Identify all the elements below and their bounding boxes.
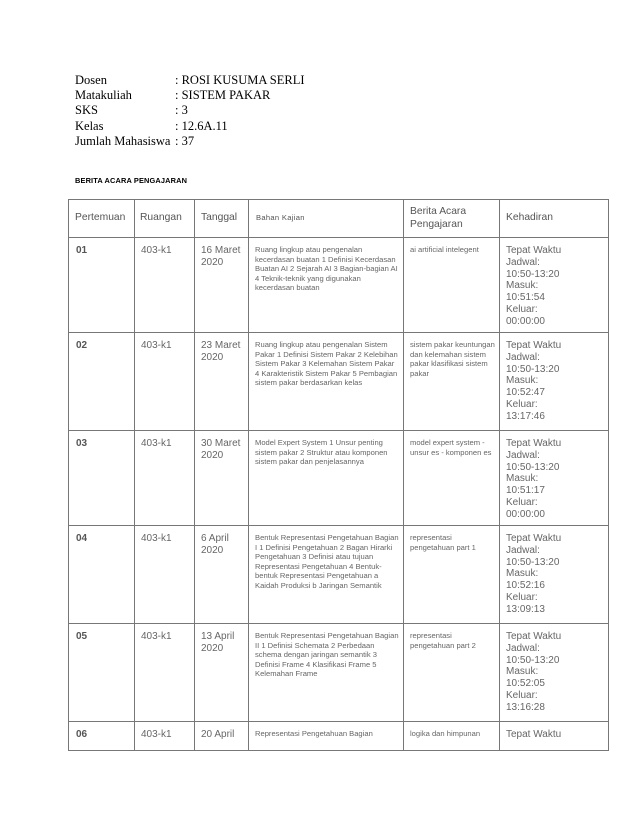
header-value: : ROSI KUSUMA SERLI bbox=[175, 73, 305, 87]
header-value: : 12.6A.11 bbox=[175, 118, 228, 133]
kehadiran-line: Masuk: bbox=[506, 375, 539, 387]
cell-tanggal: 16 Maret 2020 bbox=[195, 238, 249, 333]
kehadiran-line: Jadwal: bbox=[506, 544, 540, 556]
table-row bbox=[69, 722, 609, 751]
kehadiran-line: Jadwal: bbox=[506, 351, 540, 363]
kehadiran-line: 10:51:17 bbox=[506, 485, 545, 497]
table-row bbox=[69, 431, 609, 526]
cell-pertemuan: 05 bbox=[69, 624, 135, 722]
cell-bahan-kajian: Ruang lingkup atau pengenalan Sistem Pakar 1 Definisi Sistem Pakar 2 Kelebihan Sistem Pakar 3 Kelemahan Sistem Pakar 4 Karakteristik Sistem Pakar 5 Pembagian sistem pakar berdasarkan kelas bbox=[249, 333, 404, 431]
column-header-bahan-kajian: Bahan Kajian bbox=[249, 200, 404, 238]
header-label: Dosen bbox=[75, 73, 107, 87]
kehadiran-line: Tepat Waktu bbox=[506, 533, 562, 544]
cell-pertemuan: 06 bbox=[69, 722, 135, 751]
kehadiran-line: Keluar: bbox=[506, 303, 538, 315]
table-row bbox=[69, 624, 609, 722]
cell-ruangan: 403-k1 bbox=[135, 238, 195, 333]
header-row-dosen bbox=[75, 73, 305, 88]
kehadiran-line: 10:51:54 bbox=[506, 292, 545, 304]
table-body bbox=[69, 238, 609, 751]
column-header-tanggal: Tanggal bbox=[195, 200, 249, 238]
cell-tanggal: 30 Maret 2020 bbox=[195, 431, 249, 526]
kehadiran-line: 13:17:46 bbox=[506, 410, 545, 422]
cell-pertemuan: 01 bbox=[69, 238, 135, 333]
kehadiran-line: 10:50-13:20 bbox=[506, 461, 560, 473]
cell-ruangan: 403-k1 bbox=[135, 526, 195, 624]
header-value: : 3 bbox=[175, 103, 188, 118]
cell-tanggal: 20 April bbox=[195, 722, 249, 751]
table-row bbox=[69, 238, 609, 333]
table-header-row bbox=[69, 200, 609, 238]
column-header-kehadiran: Kehadiran bbox=[500, 200, 609, 238]
cell-kehadiran bbox=[500, 431, 609, 526]
cell-bahan-kajian: Model Expert System 1 Unsur penting sistem pakar 2 Struktur atau komponen sistem pakar dan penjelasannya bbox=[249, 431, 404, 526]
column-header-ruangan: Ruangan bbox=[135, 200, 195, 238]
kehadiran-line: 00:00:00 bbox=[506, 315, 545, 327]
table-row bbox=[69, 333, 609, 431]
kehadiran-line: 10:52:05 bbox=[506, 678, 545, 690]
kehadiran-line: Jadwal: bbox=[506, 449, 540, 461]
cell-ruangan: 403-k1 bbox=[135, 431, 195, 526]
cell-berita-acara: logika dan himpunan bbox=[404, 722, 500, 751]
teaching-record-table bbox=[68, 199, 609, 751]
cell-kehadiran bbox=[500, 526, 609, 624]
kehadiran-line: Keluar: bbox=[506, 398, 538, 410]
kehadiran-line: Keluar: bbox=[506, 689, 538, 701]
kehadiran-line: Jadwal: bbox=[506, 642, 540, 654]
kehadiran-line: 13:09:13 bbox=[506, 603, 545, 615]
course-info-header bbox=[75, 73, 305, 149]
kehadiran-line: 10:50-13:20 bbox=[506, 268, 560, 280]
cell-berita-acara: representasi pengetahuan part 1 bbox=[404, 526, 500, 624]
kehadiran-line: Masuk: bbox=[506, 666, 539, 678]
cell-ruangan: 403-k1 bbox=[135, 624, 195, 722]
kehadiran-line: Tepat Waktu bbox=[506, 631, 562, 642]
cell-tanggal: 13 April 2020 bbox=[195, 624, 249, 722]
cell-bahan-kajian: Ruang lingkup atau pengenalan kecerdasan buatan 1 Definisi Kecerdasan Buatan AI 2 Sejarah AI 3 Bagian-bagian AI 4 Teknik-teknik yang digunakan kecerdasan buatan bbox=[249, 238, 404, 333]
header-row-kelas bbox=[75, 119, 305, 134]
header-row-sks bbox=[75, 103, 305, 118]
cell-berita-acara: representasi pengetahuan part 2 bbox=[404, 624, 500, 722]
header-row-jumlah-mahasiswa bbox=[75, 134, 305, 149]
cell-berita-acara: ai artificial intelegent bbox=[404, 238, 500, 333]
cell-bahan-kajian: Representasi Pengetahuan Bagian bbox=[249, 722, 404, 751]
cell-kehadiran bbox=[500, 333, 609, 431]
cell-bahan-kajian: Bentuk Representasi Pengetahuan Bagian I 1 Definisi Pengetahuan 2 Bagan Hirarki Pengetahuan 3 Definisi atau tujuan Representasi Pengetahuan 4 Bentuk-bentuk Representasi Pengetahuan a Kaidah Produksi b Jaringan Semantik bbox=[249, 526, 404, 624]
cell-ruangan: 403-k1 bbox=[135, 333, 195, 431]
kehadiran-line: Tepat Waktu bbox=[506, 340, 562, 351]
kehadiran-line: Masuk: bbox=[506, 568, 539, 580]
header-row-matakuliah bbox=[75, 88, 305, 103]
cell-kehadiran bbox=[500, 722, 609, 751]
kehadiran-line: Tepat Waktu bbox=[506, 438, 562, 449]
header-value: : 37 bbox=[175, 133, 195, 148]
kehadiran-line: Tepat Waktu bbox=[506, 245, 562, 256]
header-label: Kelas bbox=[75, 118, 104, 133]
cell-pertemuan: 02 bbox=[69, 333, 135, 431]
kehadiran-line: Keluar: bbox=[506, 496, 538, 508]
kehadiran-line: Tepat Waktu bbox=[506, 729, 562, 740]
kehadiran-line: Jadwal: bbox=[506, 256, 540, 268]
header-label: Matakuliah bbox=[75, 88, 132, 103]
kehadiran-line: Masuk: bbox=[506, 280, 539, 292]
kehadiran-line: Keluar: bbox=[506, 591, 538, 603]
kehadiran-line: Masuk: bbox=[506, 473, 539, 485]
column-header-pertemuan: Pertemuan bbox=[69, 200, 135, 238]
cell-pertemuan: 04 bbox=[69, 526, 135, 624]
cell-tanggal: 23 Maret 2020 bbox=[195, 333, 249, 431]
header-value: : SISTEM PAKAR bbox=[175, 88, 271, 103]
cell-pertemuan: 03 bbox=[69, 431, 135, 526]
kehadiran-line: 10:50-13:20 bbox=[506, 363, 560, 375]
cell-berita-acara: model expert system - unsur es - komponen es bbox=[404, 431, 500, 526]
cell-kehadiran bbox=[500, 624, 609, 722]
section-title: BERITA ACARA PENGAJARAN bbox=[75, 176, 188, 185]
kehadiran-line: 10:52:16 bbox=[506, 580, 545, 592]
kehadiran-line: 10:50-13:20 bbox=[506, 556, 560, 568]
kehadiran-line: 10:52:47 bbox=[506, 387, 545, 399]
header-label: Jumlah Mahasiswa bbox=[75, 133, 171, 148]
column-header-berita-acara: Berita Acara Pengajaran bbox=[404, 200, 500, 238]
header-label: SKS bbox=[75, 103, 98, 118]
cell-tanggal: 6 April 2020 bbox=[195, 526, 249, 624]
kehadiran-line: 13:16:28 bbox=[506, 701, 545, 713]
cell-berita-acara: sistem pakar keuntungan dan kelemahan sistem pakar klasifikasi sistem pakar bbox=[404, 333, 500, 431]
cell-kehadiran bbox=[500, 238, 609, 333]
cell-ruangan: 403-k1 bbox=[135, 722, 195, 751]
kehadiran-line: 10:50-13:20 bbox=[506, 654, 560, 666]
kehadiran-line: 00:00:00 bbox=[506, 508, 545, 520]
table-row bbox=[69, 526, 609, 624]
cell-bahan-kajian: Bentuk Representasi Pengetahuan Bagian II 1 Definisi Schemata 2 Perbedaan schema dengan jaringan semantik 3 Definisi Frame 4 Klasifikasi Frame 5 Kelemahan Frame bbox=[249, 624, 404, 722]
